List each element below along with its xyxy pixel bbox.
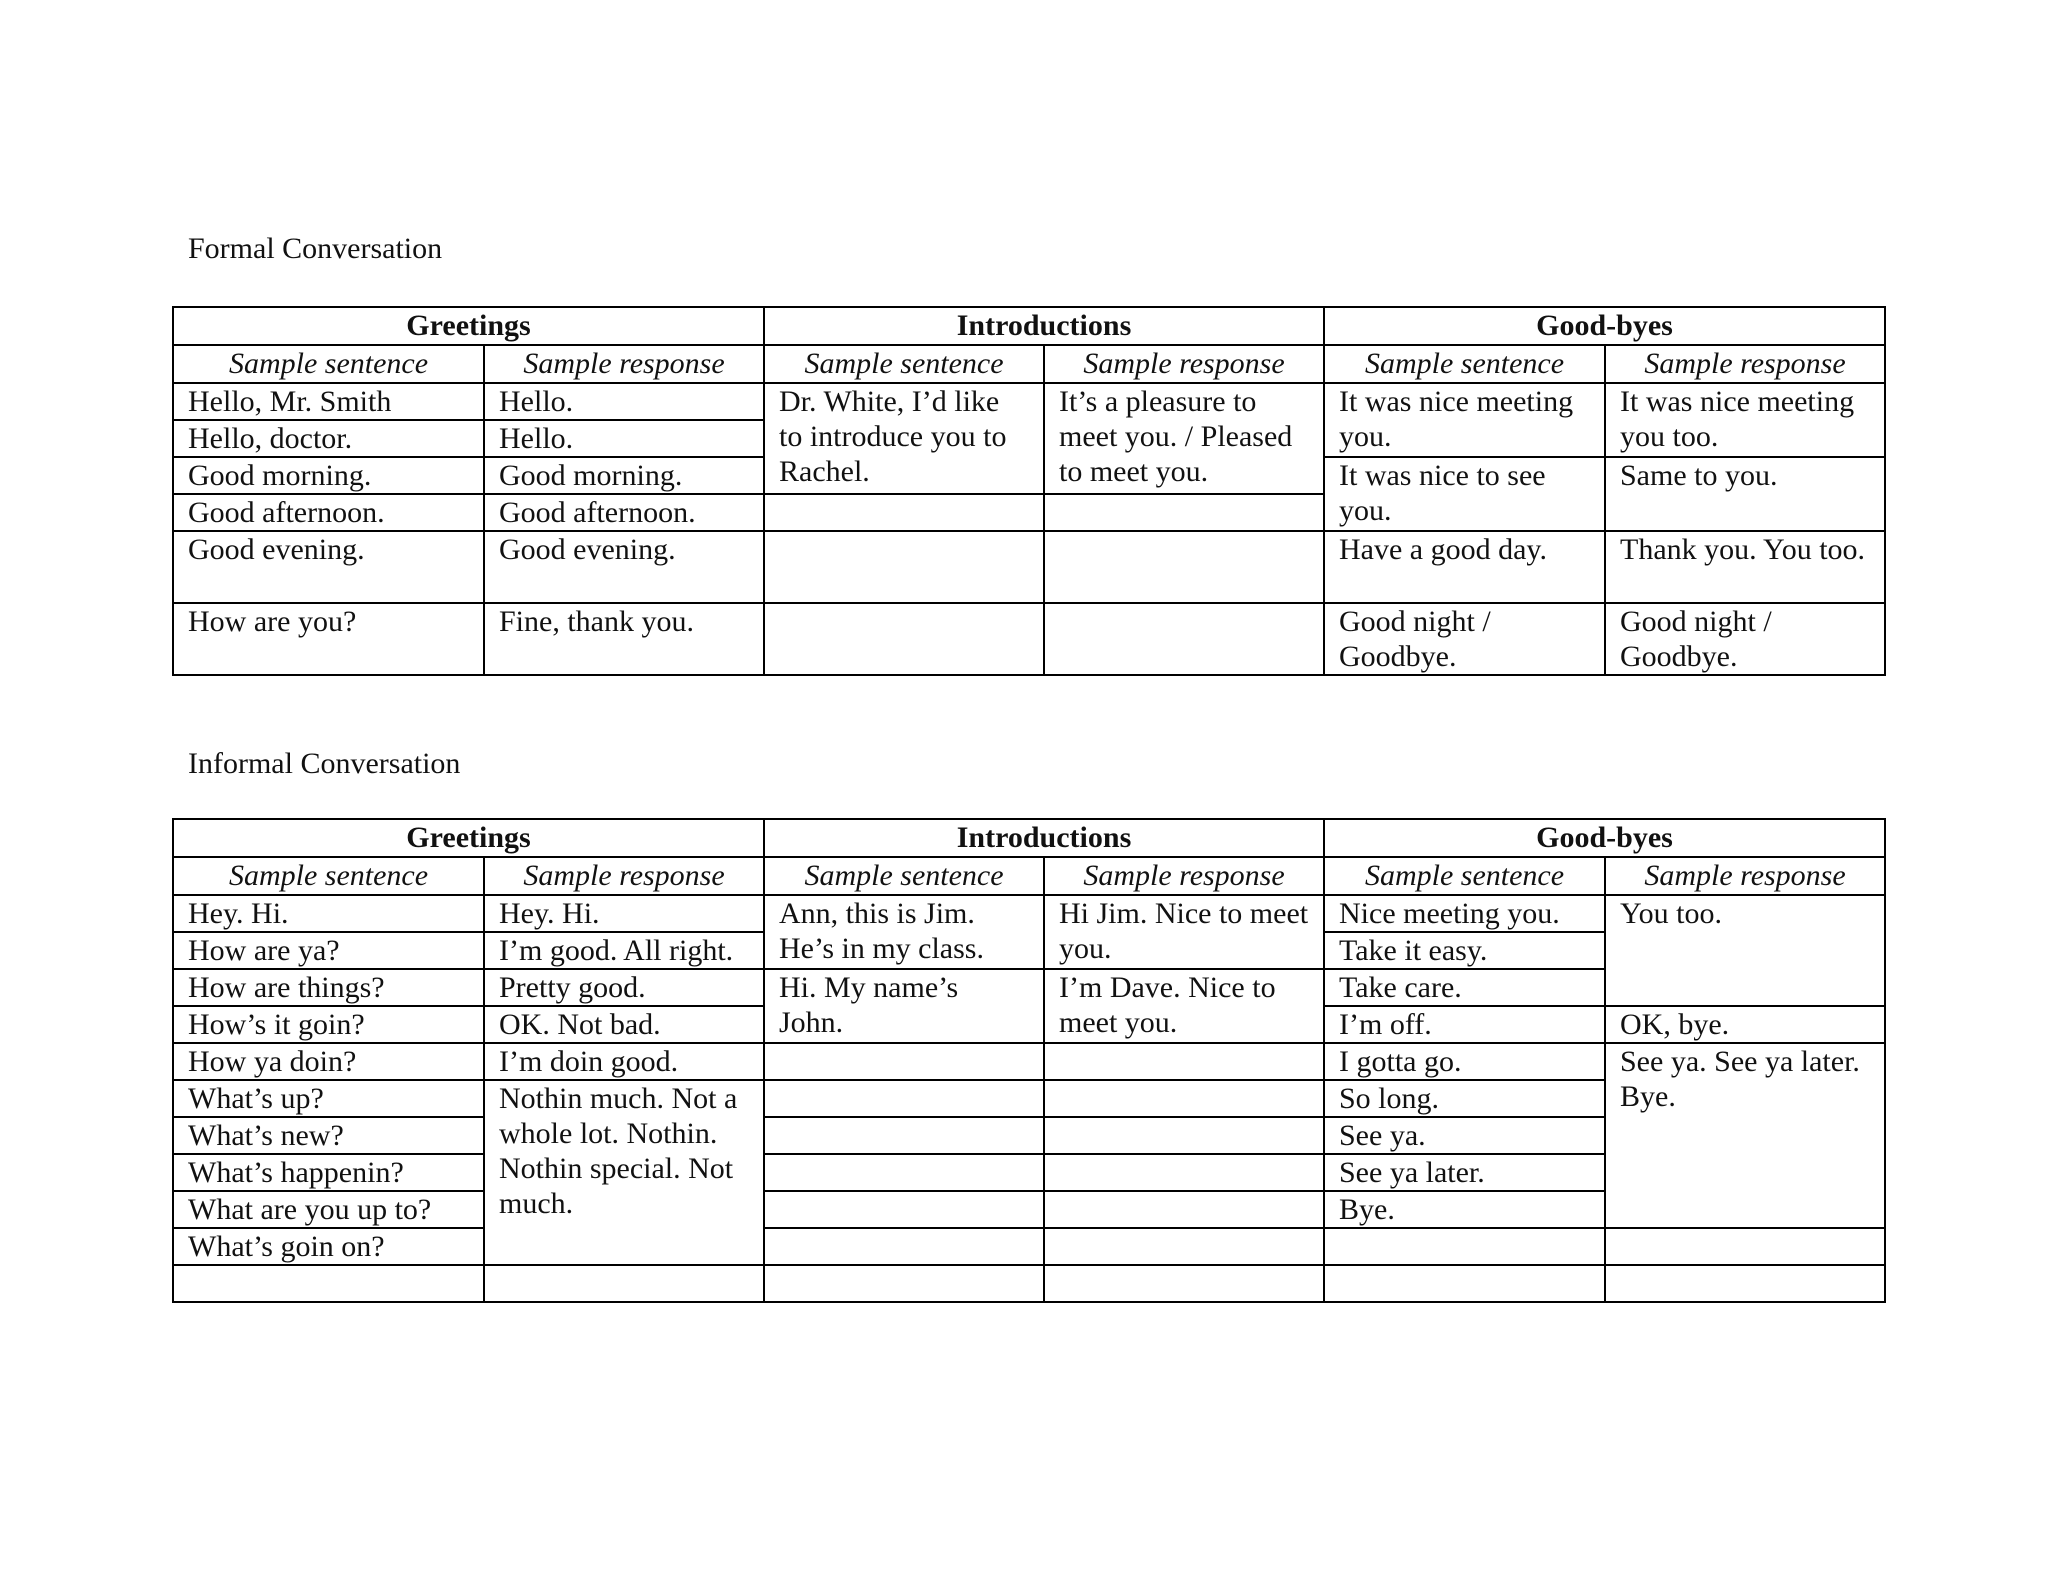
greeting-sentence-cell: Good evening. [173, 531, 484, 603]
empty-cell [484, 1265, 764, 1302]
goodbye-sentence-cell: It was nice to see you. [1324, 457, 1605, 531]
greeting-sentence-cell: Good morning. [173, 457, 484, 494]
subheader-cell: Sample sentence [1324, 857, 1605, 895]
empty-cell [764, 1228, 1044, 1265]
greeting-response-cell: Hello. [484, 383, 764, 420]
table-row [173, 531, 1885, 603]
empty-cell [1044, 1191, 1324, 1228]
introduction-response-cell: It’s a pleasure to meet you. / Pleased to meet you. [1044, 383, 1324, 494]
goodbye-response-cell: OK, bye. [1605, 1006, 1885, 1043]
empty-cell [1605, 1265, 1885, 1302]
subheader-cell: Sample response [1044, 857, 1324, 895]
subheader-cell: Sample sentence [1324, 345, 1605, 383]
group-header-greetings: Greetings [173, 307, 764, 345]
goodbye-sentence-cell: See ya later. [1324, 1154, 1605, 1191]
goodbye-sentence-cell: Have a good day. [1324, 531, 1605, 603]
greeting-response-cell: Good morning. [484, 457, 764, 494]
greeting-sentence-cell: How are things? [173, 969, 484, 1006]
table-group-header-row [173, 307, 1885, 345]
greeting-sentence-cell: Hey. Hi. [173, 895, 484, 932]
greeting-sentence-cell: What’s goin on? [173, 1228, 484, 1265]
introduction-sentence-cell: Ann, this is Jim. He’s in my class. [764, 895, 1044, 969]
group-header-goodbyes: Good-byes [1324, 307, 1885, 345]
goodbye-response-cell: Thank you. You too. [1605, 531, 1885, 603]
goodbye-sentence-cell: It was nice meeting you. [1324, 383, 1605, 457]
empty-cell [764, 1043, 1044, 1080]
goodbye-sentence-cell: I gotta go. [1324, 1043, 1605, 1080]
empty-cell [1044, 1080, 1324, 1117]
goodbye-response-cell: Good night / Goodbye. [1605, 603, 1885, 675]
empty-cell [1044, 1228, 1324, 1265]
greeting-response-cell: Good afternoon. [484, 494, 764, 531]
introduction-response-cell: I’m Dave. Nice to meet you. [1044, 969, 1324, 1043]
group-header-introductions: Introductions [764, 819, 1324, 857]
goodbye-sentence-cell: So long. [1324, 1080, 1605, 1117]
goodbye-sentence-cell: See ya. [1324, 1117, 1605, 1154]
empty-cell [1044, 1154, 1324, 1191]
greeting-response-cell: Good evening. [484, 531, 764, 603]
empty-cell [1044, 494, 1324, 531]
greeting-sentence-cell: What’s up? [173, 1080, 484, 1117]
greeting-sentence-cell: What are you up to? [173, 1191, 484, 1228]
subheader-cell: Sample sentence [173, 345, 484, 383]
table-subheader-row [173, 345, 1885, 383]
empty-cell [1324, 1265, 1605, 1302]
subheader-cell: Sample response [484, 857, 764, 895]
table-row [173, 1228, 1885, 1265]
greeting-response-cell: I’m doin good. [484, 1043, 764, 1080]
group-header-greetings: Greetings [173, 819, 764, 857]
greeting-sentence-cell: How ya doin? [173, 1043, 484, 1080]
table-row [173, 1043, 1885, 1080]
empty-cell [1044, 603, 1324, 675]
empty-cell [1324, 1228, 1605, 1265]
formal-conversation-table [172, 306, 1886, 676]
empty-cell [1044, 1117, 1324, 1154]
greeting-sentence-cell: Good afternoon. [173, 494, 484, 531]
table-group-header-row [173, 819, 1885, 857]
introduction-response-cell: Hi Jim. Nice to meet you. [1044, 895, 1324, 969]
goodbye-sentence-cell: Take care. [1324, 969, 1605, 1006]
greeting-response-cell: Fine, thank you. [484, 603, 764, 675]
introduction-sentence-cell: Hi. My name’s John. [764, 969, 1044, 1043]
empty-cell [173, 1265, 484, 1302]
greeting-response-cell: OK. Not bad. [484, 1006, 764, 1043]
empty-cell [764, 1080, 1044, 1117]
greeting-sentence-cell: How are you? [173, 603, 484, 675]
group-header-goodbyes: Good-byes [1324, 819, 1885, 857]
subheader-cell: Sample sentence [173, 857, 484, 895]
empty-cell [764, 1117, 1044, 1154]
subheader-cell: Sample sentence [764, 345, 1044, 383]
table-row [173, 383, 1885, 420]
formal-section-title: Formal Conversation [188, 232, 443, 265]
goodbye-sentence-cell: Bye. [1324, 1191, 1605, 1228]
empty-cell [1044, 1265, 1324, 1302]
subheader-cell: Sample response [1044, 345, 1324, 383]
informal-section-title: Informal Conversation [188, 747, 461, 780]
goodbye-sentence-cell: Good night / Goodbye. [1324, 603, 1605, 675]
goodbye-response-cell: See ya. See ya later. Bye. [1605, 1043, 1885, 1228]
goodbye-response-cell: Same to you. [1605, 457, 1885, 531]
informal-conversation-table [172, 818, 1886, 1303]
goodbye-sentence-cell: Nice meeting you. [1324, 895, 1605, 932]
empty-cell [764, 1265, 1044, 1302]
empty-cell [1605, 1228, 1885, 1265]
empty-cell [764, 1154, 1044, 1191]
goodbye-response-cell: It was nice meeting you too. [1605, 383, 1885, 457]
empty-cell [764, 1191, 1044, 1228]
subheader-cell: Sample response [484, 345, 764, 383]
empty-cell [764, 531, 1044, 603]
subheader-cell: Sample sentence [764, 857, 1044, 895]
greeting-sentence-cell: How are ya? [173, 932, 484, 969]
introduction-sentence-cell: Dr. White, I’d like to introduce you to Rachel. [764, 383, 1044, 494]
goodbye-sentence-cell: I’m off. [1324, 1006, 1605, 1043]
empty-cell [1044, 1043, 1324, 1080]
greeting-sentence-cell: Hello, doctor. [173, 420, 484, 457]
greeting-response-cell: Pretty good. [484, 969, 764, 1006]
greeting-sentence-cell: Hello, Mr. Smith [173, 383, 484, 420]
group-header-introductions: Introductions [764, 307, 1324, 345]
greeting-sentence-cell: What’s new? [173, 1117, 484, 1154]
goodbye-sentence-cell: Take it easy. [1324, 932, 1605, 969]
greeting-response-cell: Hello. [484, 420, 764, 457]
table-subheader-row [173, 857, 1885, 895]
table-row [173, 1265, 1885, 1302]
goodbye-response-cell: You too. [1605, 895, 1885, 1006]
subheader-cell: Sample response [1605, 857, 1885, 895]
empty-cell [764, 494, 1044, 531]
greeting-sentence-cell: What’s happenin? [173, 1154, 484, 1191]
greeting-response-cell: I’m good. All right. [484, 932, 764, 969]
subheader-cell: Sample response [1605, 345, 1885, 383]
empty-cell [1044, 531, 1324, 603]
greeting-response-cell: Hey. Hi. [484, 895, 764, 932]
table-row [173, 603, 1885, 675]
greeting-sentence-cell: How’s it goin? [173, 1006, 484, 1043]
table-row [173, 895, 1885, 932]
empty-cell [764, 603, 1044, 675]
greeting-response-cell: Nothin much. Not a whole lot. Nothin. Nothin special. Not much. [484, 1080, 764, 1265]
